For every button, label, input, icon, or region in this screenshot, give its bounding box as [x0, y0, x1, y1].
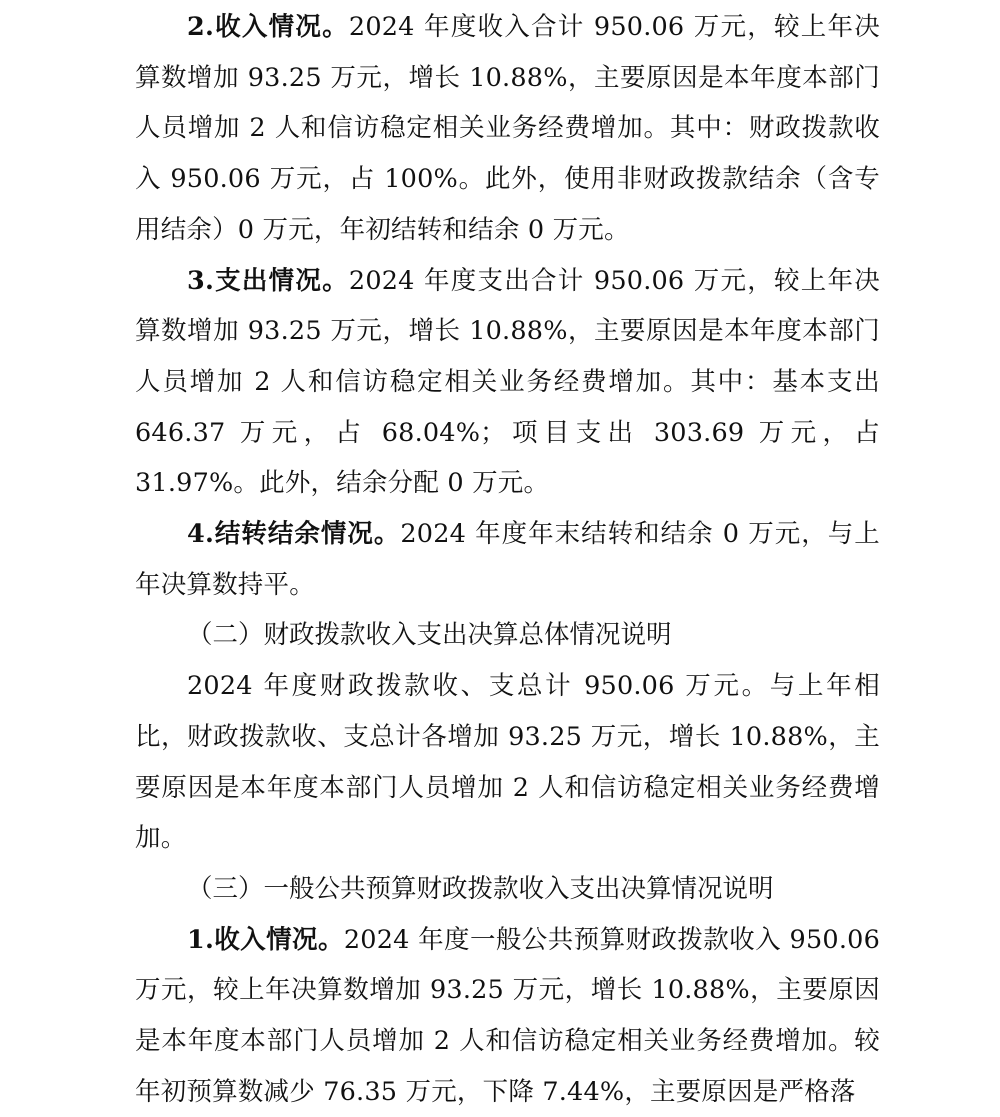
- paragraph-income-lead: 2.收入情况。: [187, 12, 349, 42]
- paragraph-carryover-text: 2024 年度年末结转和结余 0 万元，与上年决算数持平。: [135, 519, 881, 600]
- paragraph-expense-text: 2024 年度支出合计 950.06 万元，较上年决算数增加 93.25 万元，增长 10.88%，主要原因是本年度本部门人员增加 2 人和信访稳定相关业务经费增加。其中：基本支出 646.37 万元，占 68.04%；项目支出 303.69 万元，占 31.97%。此外，结余分配 0 万元。: [135, 265, 880, 499]
- paragraph-general-budget-income: [135, 915, 880, 1117]
- paragraph-fiscal-overview: 2024 年度财政拨款收、支总计 950.06 万元。与上年相比，财政拨款收、支总计各增加 93.25 万元，增长 10.88%，主要原因是本年度本部门人员增加 2 人和信访稳定相关业务经费增加。: [135, 671, 880, 854]
- section-heading-fiscal-overview: （二）财政拨款收入支出决算总体情况说明: [187, 620, 672, 651]
- document-page: [135, 0, 880, 1117]
- paragraph-income-text: 2024 年度收入合计 950.06 万元，较上年决算数增加 93.25 万元，增长 10.88%，主要原因是本年度本部门人员增加 2 人和信访稳定相关业务经费增加。其中：财政拨款收入 950.06 万元，占 100%。此外，使用非财政拨款结余（含专用结余）0 万元，年初结转和结余 0 万元。: [135, 12, 880, 245]
- paragraph-general-budget-lead: 1.收入情况。: [187, 924, 344, 955]
- paragraph-expense: [135, 256, 880, 510]
- section-heading-general-budget: （三）一般公共预算财政拨款收入支出决算情况说明: [187, 873, 774, 904]
- paragraph-carryover-lead: 4.结转结余情况。: [187, 519, 401, 550]
- paragraph-expense-lead: 3.支出情况。: [187, 265, 349, 296]
- paragraph-income: [135, 2, 880, 256]
- paragraph-general-budget-text: 2024 年度一般公共预算财政拨款收入 950.06 万元，较上年决算数增加 93.25 万元，增长 10.88%，主要原因是本年度本部门人员增加 2 人和信访稳定相关业务经费增加。较年初预算数减少 76.35 万元，下降 7.44%，主要原因是严格落: [135, 924, 880, 1107]
- paragraph-carryover: [135, 509, 880, 610]
